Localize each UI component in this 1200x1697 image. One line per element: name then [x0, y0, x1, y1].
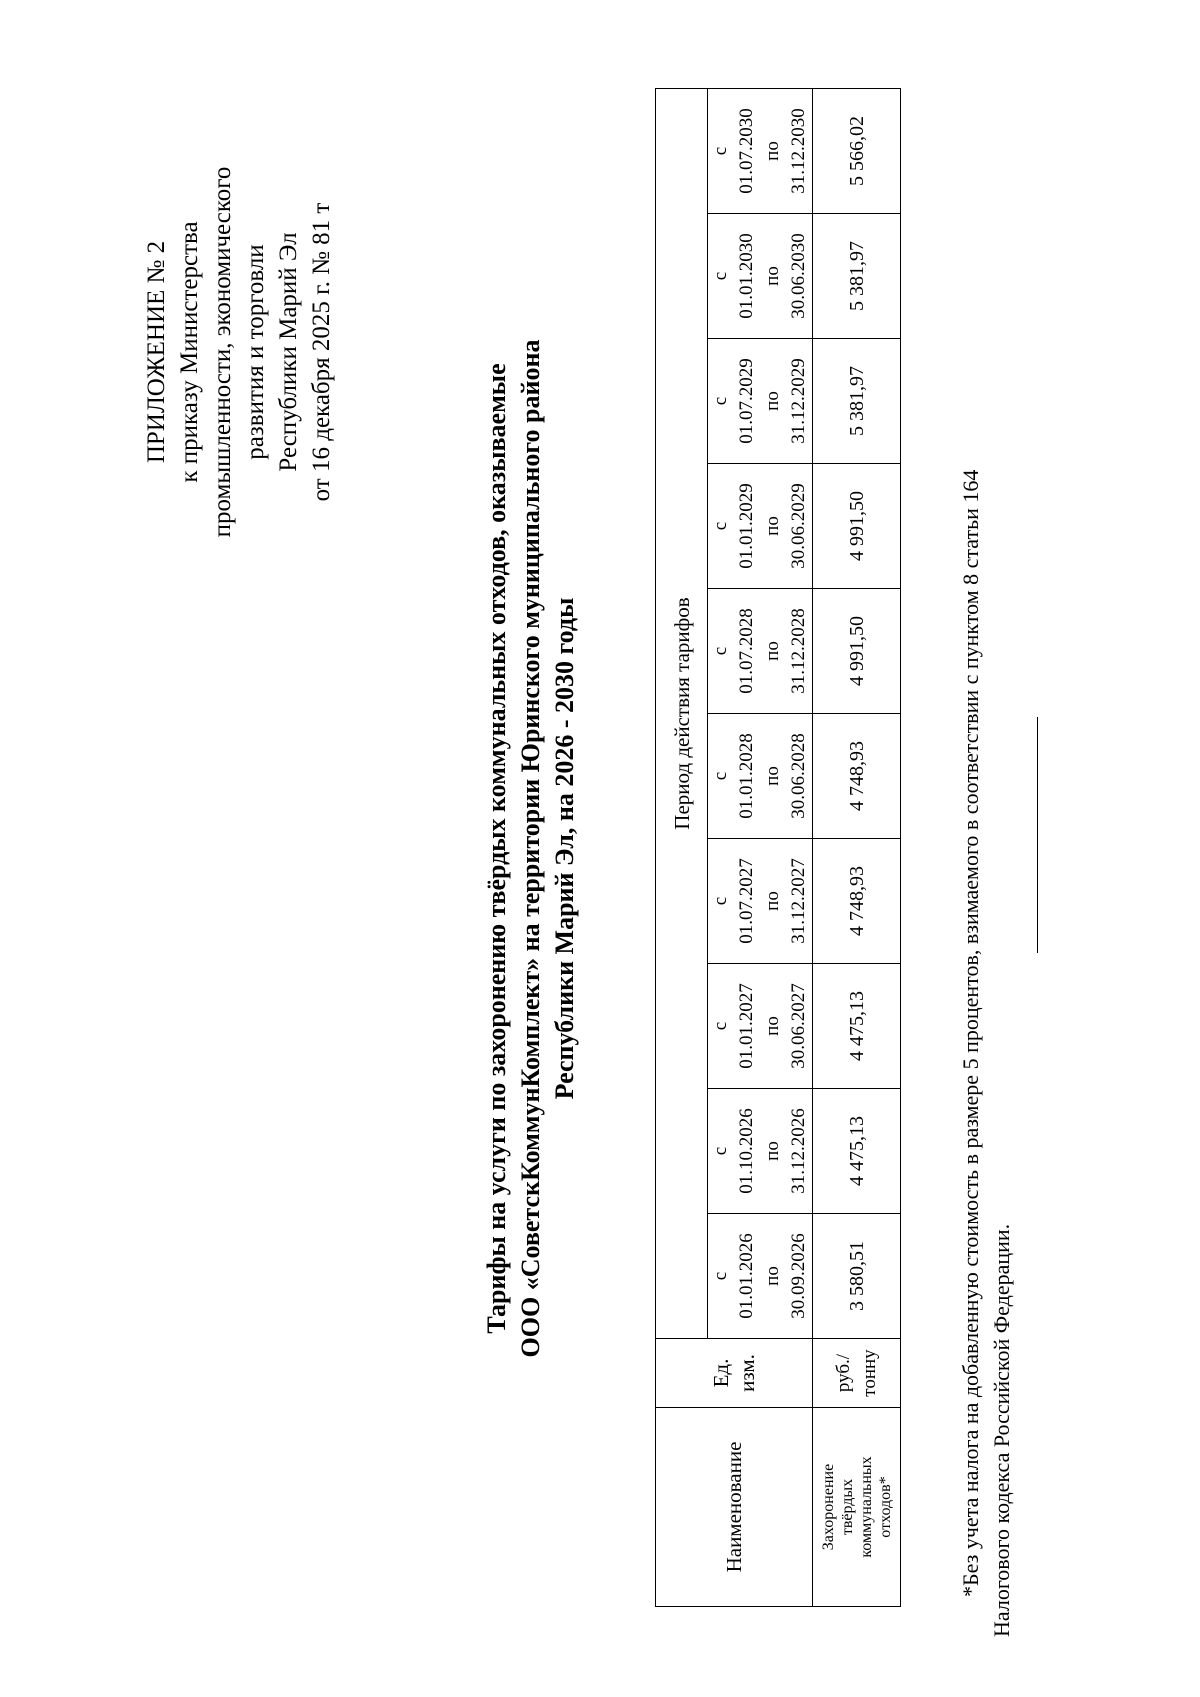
appendix-line: ПРИЛОЖЕНИЕ № 2 — [143, 240, 170, 464]
period-line: 30.06.2030 — [788, 233, 809, 319]
appendix-line: промышленности, экономического — [209, 166, 236, 538]
period-line: 31.12.2026 — [788, 1108, 809, 1194]
row-name-cell — [813, 1408, 901, 1607]
period-line: 31.12.2030 — [788, 108, 809, 194]
period-line: по — [762, 391, 783, 411]
row-unit-line: тонну — [858, 1349, 880, 1397]
title-line: Тарифы на услуги по захоронению твёрдых коммунальных отходов, оказываемые — [482, 363, 511, 1334]
appendix-line: Республики Марий Эл — [275, 232, 302, 472]
period-header-cell — [708, 214, 813, 339]
period-line: 30.06.2027 — [788, 983, 809, 1069]
document-title — [480, 100, 582, 1597]
period-header-cell — [708, 339, 813, 464]
period-header-cell — [708, 1214, 813, 1339]
row-name-line: отходов* — [876, 1476, 894, 1538]
header-unit-cell — [656, 1339, 813, 1408]
tariff-value-cell: 4 475,13 — [813, 1089, 901, 1214]
period-line: 30.09.2026 — [788, 1233, 809, 1319]
period-line: 01.01.2029 — [736, 483, 757, 569]
period-line: по — [762, 641, 783, 661]
period-line: с — [710, 896, 731, 906]
period-line: по — [762, 266, 783, 286]
title-line: Республики Марий Эл, на 2026 - 2030 годы — [550, 597, 579, 1100]
period-line: по — [762, 141, 783, 161]
period-line: 01.10.2026 — [736, 1108, 757, 1194]
period-line: 01.01.2026 — [736, 1233, 757, 1319]
header-unit-line: Ед. — [709, 1358, 733, 1388]
period-header-cell — [708, 464, 813, 589]
footnote-line: Налогового кодекса Российской Федерации. — [989, 1223, 1014, 1637]
appendix-header — [140, 127, 338, 577]
tariff-value-cell: 4 475,13 — [813, 964, 901, 1089]
period-line: с — [710, 396, 731, 406]
row-name-line: коммунальных — [857, 1456, 875, 1558]
period-line: 31.12.2027 — [788, 858, 809, 944]
header-row-group — [656, 89, 708, 1607]
tariff-value-cell: 4 991,50 — [813, 589, 901, 714]
period-line: по — [762, 891, 783, 911]
period-line: 01.07.2030 — [736, 108, 757, 194]
tariff-value-cell: 3 580,51 — [813, 1214, 901, 1339]
tariff-value-cell: 5 381,97 — [813, 339, 901, 464]
table-row — [813, 89, 901, 1607]
period-line: с — [710, 521, 731, 531]
tariff-value-cell: 5 566,02 — [813, 89, 901, 214]
period-line: 01.07.2028 — [736, 608, 757, 694]
period-line: с — [710, 646, 731, 656]
row-unit-line: руб./ — [832, 1353, 854, 1393]
header-name-cell: Наименование — [656, 1408, 813, 1607]
period-header-cell — [708, 589, 813, 714]
tariff-table — [655, 88, 901, 1607]
period-header-cell — [708, 89, 813, 214]
title-line: ООО «СоветскКоммунКомплект» на территории Юринского муниципального района — [516, 339, 545, 1358]
period-line: с — [710, 1271, 731, 1281]
footnote-line: *Без учета налога на добавленную стоимость в размере 5 процентов, взимаемого в соответствии с пунктом 8 статьи 164 — [958, 469, 983, 1597]
tariff-value-cell: 4 748,93 — [813, 714, 901, 839]
period-line: 01.01.2027 — [736, 983, 757, 1069]
header-unit-line: изм. — [735, 1354, 759, 1392]
tariff-value-cell: 4 991,50 — [813, 464, 901, 589]
period-header-cell — [708, 714, 813, 839]
footnote — [955, 137, 1017, 1637]
period-line: с — [710, 271, 731, 281]
period-line: по — [762, 1016, 783, 1036]
period-line: с — [710, 771, 731, 781]
period-header-cell — [708, 839, 813, 964]
period-line: 01.07.2029 — [736, 358, 757, 444]
period-line: по — [762, 516, 783, 536]
appendix-line: к приказу Министерства — [176, 221, 203, 483]
period-line: по — [762, 1141, 783, 1161]
appendix-line: от 16 декабря 2025 г. № 81 т — [308, 202, 335, 502]
period-line: по — [762, 1266, 783, 1286]
period-header-cell — [708, 1089, 813, 1214]
period-line: 31.12.2028 — [788, 608, 809, 694]
separator-line — [1037, 717, 1038, 953]
period-line: 31.12.2029 — [788, 358, 809, 444]
period-line: с — [710, 1021, 731, 1031]
row-name-line: Захоронение — [819, 1463, 837, 1551]
period-line: 30.06.2029 — [788, 483, 809, 569]
header-period-group-cell: Период действия тарифов — [656, 89, 708, 1339]
period-header-cell — [708, 964, 813, 1089]
tariff-value-cell: 4 748,93 — [813, 839, 901, 964]
period-line: 01.07.2027 — [736, 858, 757, 944]
appendix-line: развития и торговли — [242, 244, 269, 460]
period-line: 01.01.2030 — [736, 233, 757, 319]
row-unit-cell — [813, 1339, 901, 1408]
period-line: 01.01.2028 — [736, 733, 757, 819]
period-line: с — [710, 146, 731, 156]
row-name-line: твёрдых — [838, 1478, 856, 1536]
period-line: по — [762, 766, 783, 786]
tariff-value-cell: 5 381,97 — [813, 214, 901, 339]
period-line: с — [710, 1146, 731, 1156]
period-line: 30.06.2028 — [788, 733, 809, 819]
